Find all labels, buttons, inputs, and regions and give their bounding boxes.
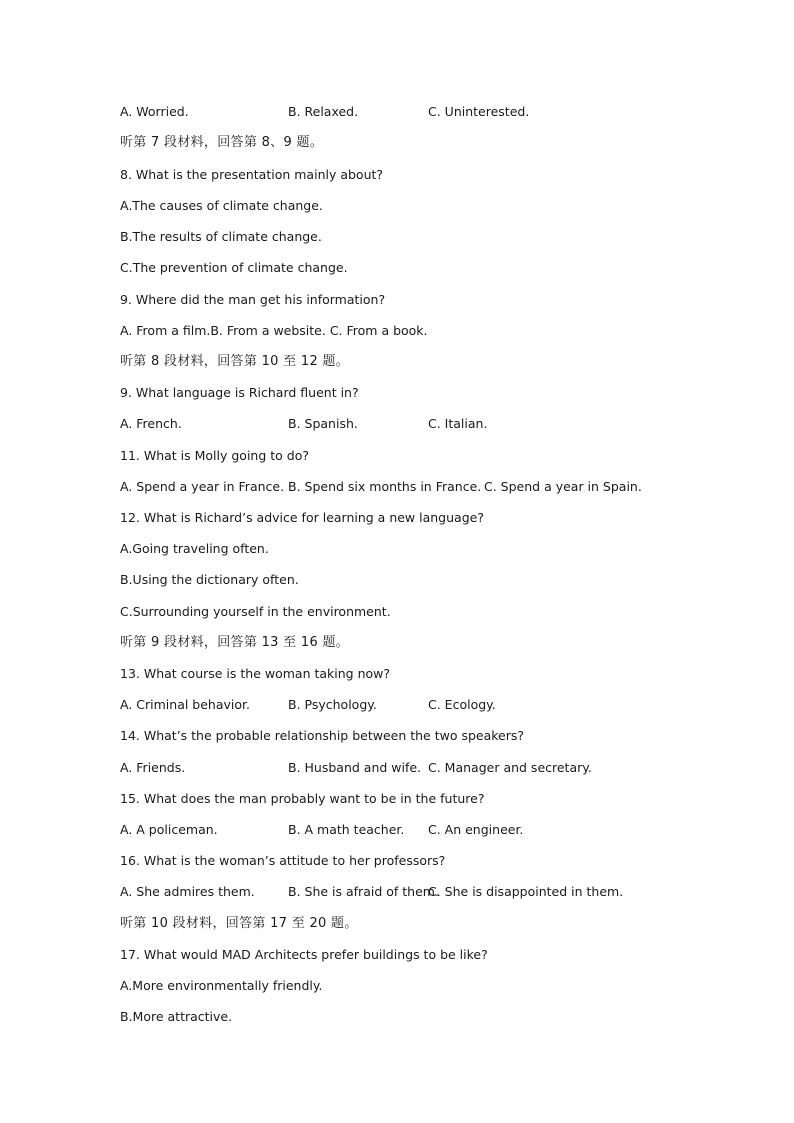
- q11-question: 11. What is Molly going to do?: [120, 448, 310, 463]
- q16-option-a: A. She admires them.: [120, 884, 255, 899]
- q15-option-b: B. A math teacher.: [288, 822, 405, 837]
- q8-option-b: B.The results of climate change.: [120, 229, 322, 244]
- q9-question: 9. Where did the man get his information?: [120, 292, 386, 307]
- q7-option-c: C. Uninterested.: [428, 104, 530, 119]
- q14-option-a: A. Friends.: [120, 760, 186, 775]
- q13-option-a: A. Criminal behavior.: [120, 697, 250, 712]
- q13-option-c: C. Ecology.: [428, 697, 496, 712]
- q14-option-b: B. Husband and wife.: [288, 760, 422, 775]
- q10-question: 9. What language is Richard fluent in?: [120, 385, 359, 400]
- q8-option-a: A.The causes of climate change.: [120, 198, 323, 213]
- q13-question: 13. What course is the woman taking now?: [120, 666, 391, 681]
- q7-option-b: B. Relaxed.: [288, 104, 359, 119]
- q14-question: 14. What’s the probable relationship between the two speakers?: [120, 728, 525, 743]
- q12-option-a: A.Going traveling often.: [120, 541, 269, 556]
- q17-option-b: B.More attractive.: [120, 1009, 233, 1024]
- section-10-heading: 听第 10 段材料，回答第 17 至 20 题。: [120, 916, 358, 931]
- q17-question: 17. What would MAD Architects prefer buildings to be like?: [120, 947, 488, 962]
- section-9-heading: 听第 9 段材料，回答第 13 至 16 题。: [120, 635, 350, 650]
- q7-option-a: A. Worried.: [120, 104, 189, 119]
- section-7-heading: 听第 7 段材料，回答第 8、9 题。: [120, 135, 324, 150]
- q16-option-c: C. She is disappointed in them.: [428, 884, 624, 899]
- q10-option-a: A. French.: [120, 416, 182, 431]
- q10-option-c: C. Italian.: [428, 416, 488, 431]
- q11-option-b: B. Spend six months in France.: [288, 479, 482, 494]
- q8-option-c: C.The prevention of climate change.: [120, 260, 348, 275]
- q11-option-c: C. Spend a year in Spain.: [484, 479, 642, 494]
- q15-option-c: C. An engineer.: [428, 822, 524, 837]
- q16-question: 16. What is the woman’s attitude to her professors?: [120, 853, 446, 868]
- q12-option-c: C.Surrounding yourself in the environment.: [120, 604, 391, 619]
- q9-options-row: A. From a film.B. From a website. C. From a book.: [120, 323, 428, 338]
- q12-question: 12. What is Richard’s advice for learning a new language?: [120, 510, 484, 525]
- q11-option-a: A. Spend a year in France.: [120, 479, 285, 494]
- q13-option-b: B. Psychology.: [288, 697, 377, 712]
- q17-option-a: A.More environmentally friendly.: [120, 978, 323, 993]
- q12-option-b: B.Using the dictionary often.: [120, 572, 299, 587]
- q8-question: 8. What is the presentation mainly about?: [120, 167, 384, 182]
- q10-option-b: B. Spanish.: [288, 416, 358, 431]
- q15-question: 15. What does the man probably want to be in the future?: [120, 791, 485, 806]
- q16-option-b: B. She is afraid of them.: [288, 884, 439, 899]
- q15-option-a: A. A policeman.: [120, 822, 218, 837]
- q14-option-c: C. Manager and secretary.: [428, 760, 592, 775]
- section-8-heading: 听第 8 段材料，回答第 10 至 12 题。: [120, 354, 350, 369]
